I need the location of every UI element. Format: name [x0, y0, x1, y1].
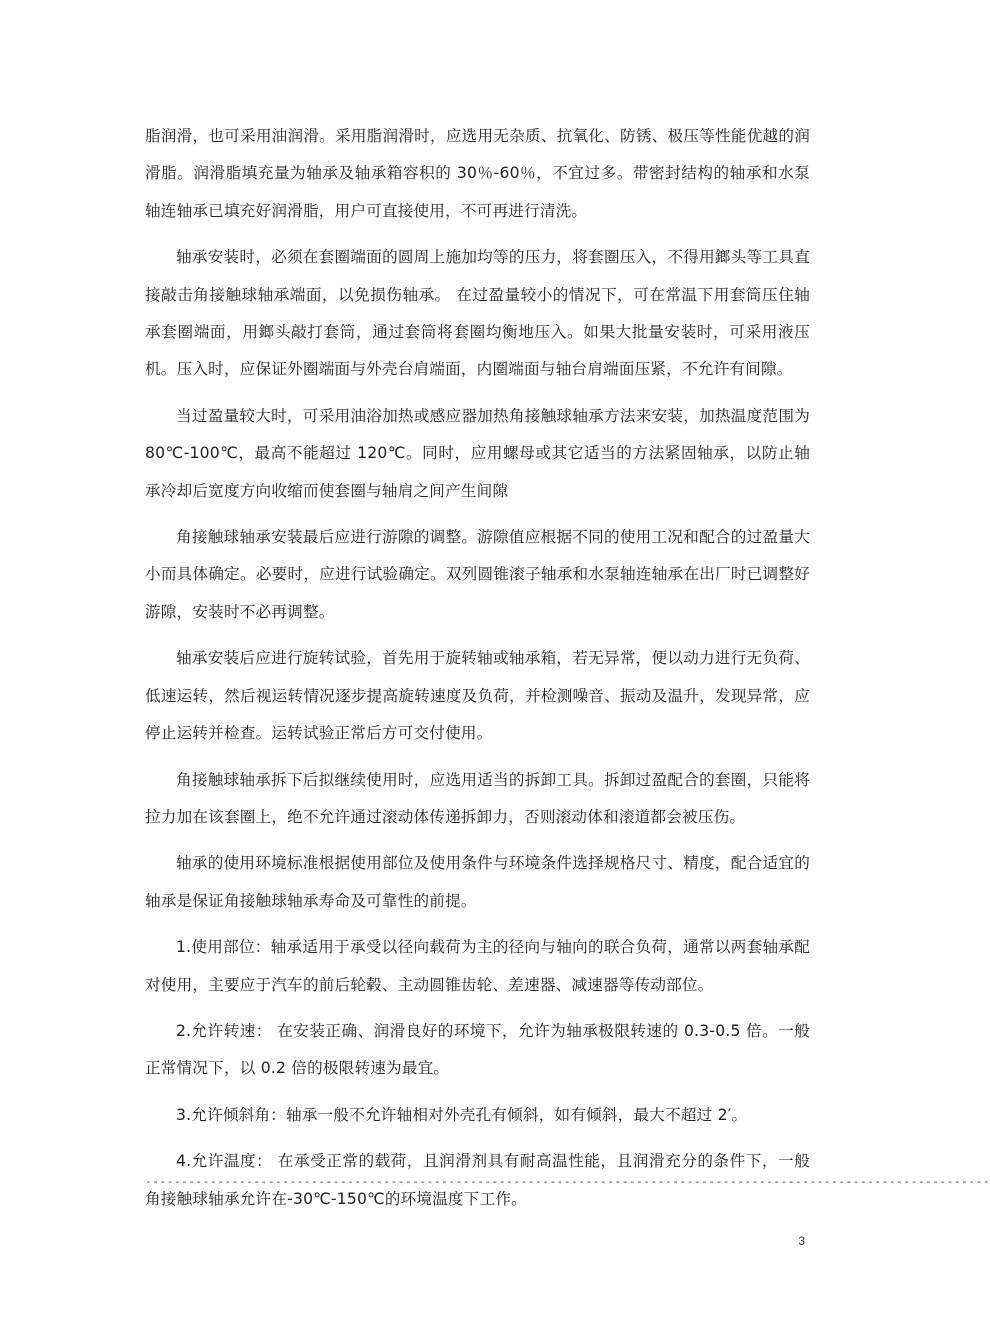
paragraph-lubrication: 脂润滑，也可采用油润滑。采用脂润滑时，应选用无杂质、抗氧化、防锈、极压等性能优越的润滑脂。润滑脂填充量为轴承及轴承箱容积的 30％-60％，不宜过多。带密封结构的轴承和水泵轴连轴承已填充好润滑脂，用户可直接使用，不可再进行清洗。 — [145, 127, 810, 220]
page-number: 3 — [798, 1234, 805, 1248]
paragraph-heating-installation: 当过盈量较大时，可采用油浴加热或感应器加热角接触球轴承方法来安装，加热温度范围为 80℃-100℃，最高不能超过 120℃。同时，应用螺母或其它适当的方法紧固轴承，以防止轴承冷却后宽度方向收缩而使套圈与轴肩之间产生间隙 — [145, 406, 810, 500]
paragraph-environment-standard: 轴承的使用环境标准根据使用部位及使用条件与环境条件选择规格尺寸、精度，配合适宜的轴承是保证角接触球轴承寿命及可靠性的前提。 — [145, 854, 810, 910]
list-item-usage-location: 1.使用部位：轴承适用于承受以径向载荷为主的径向与轴向的联合负荷，通常以两套轴承配对使用，主要应于汽车的前后轮毂、主动圆锥齿轮、差速器、减速器等传动部位。 — [145, 938, 810, 994]
paragraph-disassembly: 角接触球轴承拆下后拟继续使用时，应选用适当的拆卸工具。拆卸过盈配合的套圈，只能将拉力加在该套圈上，绝不允许通过滚动体传递拆卸力，否则滚动体和滚道都会被压伤。 — [145, 770, 810, 826]
paragraph-installation-pressing: 轴承安装时，必须在套圈端面的圆周上施加均等的压力，将套圈压入，不得用鎯头等工具直接敲击角接触球轴承端面，以免损伤轴承。 在过盈量较小的情况下，可在常温下用套筒压住轴承套圈端面，用鎯头敲打套筒，通过套筒将套圈均衡地压入。如果大批量安装时，可采用液压机。压入时，应保证外圈端面与外壳台肩端面，内圈端面与轴台肩端面压紧，不允许有间隙。 — [145, 248, 810, 379]
document-body — [145, 118, 990, 1227]
list-item-allowed-speed: 2.允许转速： 在安装正确、润滑良好的环境下，允许为轴承极限转速的 0.3-0.5 倍。一般正常情况下，以 0.2 倍的极限转速为最宜。 — [145, 1021, 810, 1078]
paragraph-rotation-test: 轴承安装后应进行旋转试验，首先用于旋转轴或轴承箱，若无异常，便以动力进行无负荷、低速运转，然后视运转情况逐步提高旋转速度及负荷，并检测噪音、振动及温升，发现异常，应停止运转并检查。运转试验正常后方可交付使用。 — [145, 649, 810, 743]
dashed-separator: --------------------------------------------------------------------------------------------------------------------- — [145, 1175, 990, 1188]
list-item-allowed-tilt: 3.允许倾斜角：轴承一般不允许轴相对外壳孔有倾斜，如有倾斜，最大不超过 2′。 — [176, 1105, 748, 1124]
list-item-allowed-temperature: 4.允许温度： 在承受正常的载荷，且润滑剂具有耐高温性能，且润滑充分的条件下，一般角接触球轴承允许在-30℃-150℃的环境温度下工作。 — [145, 1152, 810, 1208]
paragraph-clearance-adjustment: 角接触球轴承安装最后应进行游隙的调整。游隙值应根据不同的使用工况和配合的过盈量大小而具体确定。必要时，应进行试验确定。双列圆锥滚子轴承和水泵轴连轴承在出厂时已调整好游隙，安装时不必再调整。 — [145, 528, 810, 621]
